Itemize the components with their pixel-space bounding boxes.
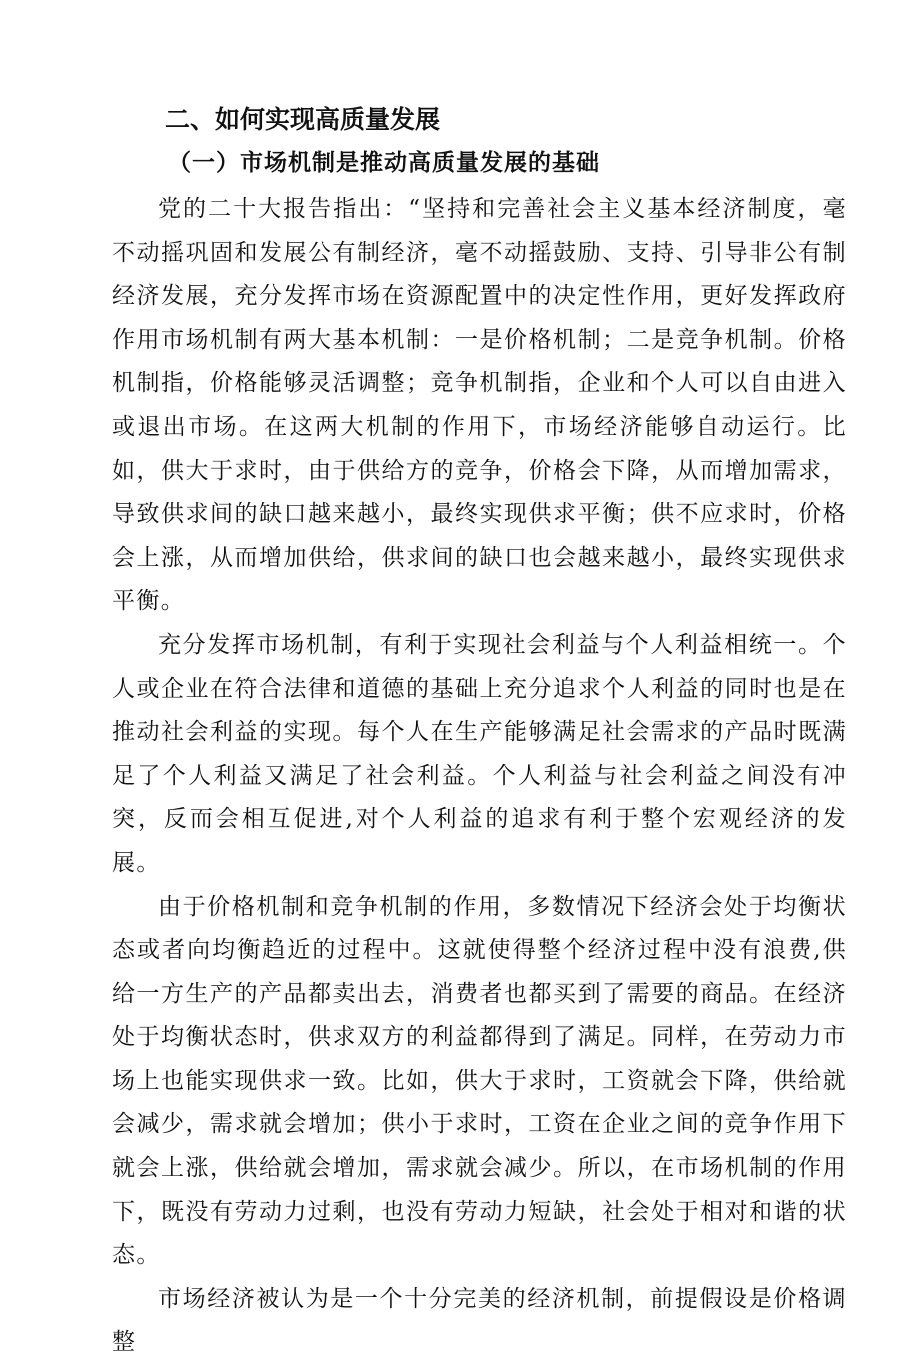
body-text xyxy=(112,188,847,1365)
paragraph: 由于价格机制和竞争机制的作用，多数情况下经济会处于均衡状态或者向均衡趋近的过程中。这就使得整个经济过程中没有浪费,供给一方生产的产品都卖出去，消费者也都买到了需要的商品。在经济处于均衡状态时，供求双方的利益都得到了满足。同样，在劳动力市场上也能实现供求一致。比如，供大于求时，工资就会下降，供给就会减少，需求就会增加；供小于求时，工资在企业之间的竞争作用下就会上涨，供给就会增加，需求就会减少。所以，在市场机制的作用下，既没有劳动力过剩，也没有劳动力短缺，社会处于相对和谐的状态。 xyxy=(112,893,847,1269)
paragraph: 党的二十大报告指出：“坚持和完善社会主义基本经济制度，毫不动摇巩固和发展公有制经济，毫不动摇鼓励、支持、引导非公有制经济发展，充分发挥市场在资源配置中的决定性作用，更好发挥政府作用市场机制有两大基本机制：一是价格机制；二是竞争机制。价格机制指，价格能够灵活调整；竞争机制指，企业和个人可以自由进入或退出市场。在这两大机制的作用下，市场经济能够自动运行。比如，供大于求时，由于供给方的竞争，价格会下降，从而增加需求，导致供求间的缺口越来越小，最终实现供求平衡；供不应求时，价格会上涨，从而增加供给，供求间的缺口也会越来越小，最终实现供求平衡。 xyxy=(112,196,847,615)
section-heading: 二、如何实现高质量发展 xyxy=(165,105,441,134)
paragraph: 市场经济被认为是一个十分完美的经济机制，前提假设是价格调整 xyxy=(112,1285,847,1356)
paragraph: 充分发挥市场机制，有利于实现社会利益与个人利益相统一。个人或企业在符合法律和道德的基础上充分追求个人利益的同时也是在推动社会利益的实现。每个人在生产能够满足社会需求的产品时既满足了个人利益又满足了社会利益。个人利益与社会利益之间没有冲突，反而会相互促进,对个人利益的追求有利于整个宏观经济的发展。 xyxy=(112,631,847,876)
subsection-heading: （一）市场机制是推动高质量发展的基础 xyxy=(168,149,600,176)
